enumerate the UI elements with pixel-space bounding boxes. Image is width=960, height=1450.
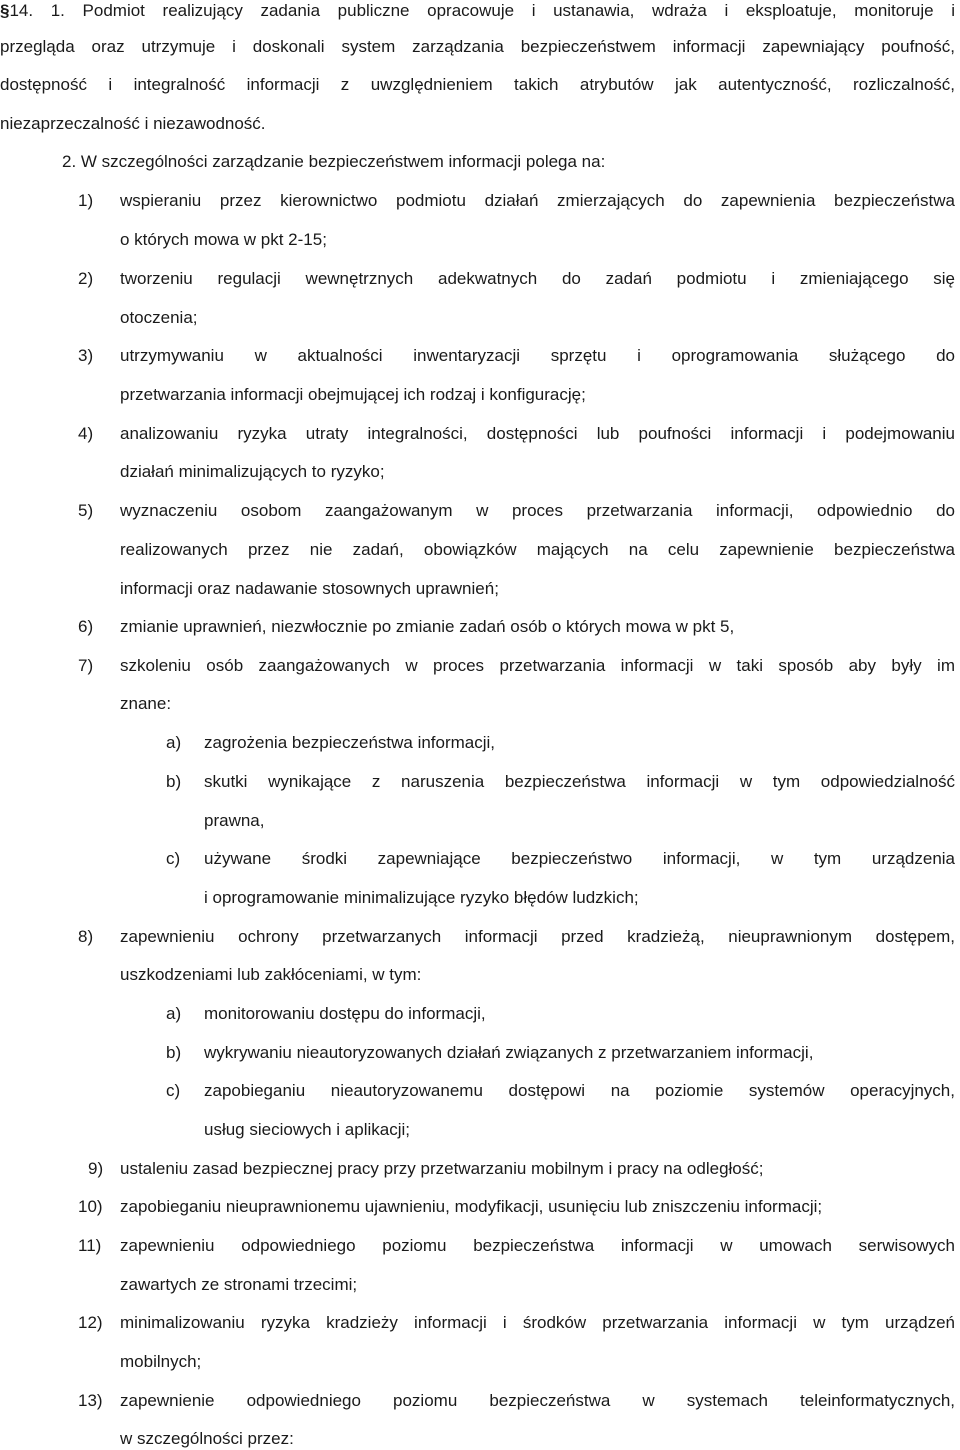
item-7b-line-1: skutki wynikające z naruszenia bezpieczeństwa informacji w tym odpowiedzialność (204, 772, 955, 791)
para-2-intro: 2. W szczególności zarządzanie bezpieczeństwem informacji polega na: (62, 152, 606, 171)
item-8-line-1: zapewnieniu ochrony przetwarzanych informacji przed kradzieżą, nieuprawnionym dostępem, (120, 927, 955, 946)
item-number: 6) (78, 617, 94, 636)
item-number: 12) (78, 1313, 103, 1332)
item-4-line-2: działań minimalizujących to ryzyko; (120, 462, 385, 481)
item-12-line-1: minimalizowaniu ryzyka kradzieży informacji i środków przetwarzania informacji w tym urządzeń (120, 1313, 955, 1332)
item-11-line-1: zapewnieniu odpowiedniego poziomu bezpieczeństwa informacji w umowach serwisowych (120, 1236, 955, 1255)
item-number: 10) (78, 1197, 103, 1216)
item-number: 2) (78, 269, 94, 288)
item-7a-line-1: zagrożenia bezpieczeństwa informacji, (204, 733, 496, 752)
item-number: 13) (78, 1391, 103, 1410)
section-heading-line (0, 0, 955, 22)
para-1-line-1: 14. 1. Podmiot realizujący zadania publiczne opracowuje i ustanawia, wdraża i eksploatuje, monitoruje i (9, 1, 955, 20)
item-13-line-2: w szczególności przez: (120, 1429, 294, 1448)
sub-letter: b) (166, 772, 182, 791)
item-number: 9) (88, 1159, 104, 1178)
item-number: 4) (78, 424, 94, 443)
item-number: 5) (78, 501, 94, 520)
item-13-line-1: zapewnienie odpowiedniego poziomu bezpieczeństwa w systemach teleinformatycznych, (120, 1391, 955, 1410)
item-number: 3) (78, 346, 94, 365)
item-number: 7) (78, 656, 94, 675)
section-sign: § (0, 1, 10, 20)
item-5-line-1: wyznaczeniu osobom zaangażowanym w proces przetwarzania informacji, odpowiednio do (120, 501, 955, 520)
item-7c-line-2: i oprogramowanie minimalizujące ryzyko błędów ludzkich; (204, 888, 639, 907)
item-number: 8) (78, 927, 94, 946)
item-7c-line-1: używane środki zapewniające bezpieczeństwo informacji, w tym urządzenia (204, 849, 955, 868)
item-12-line-2: mobilnych; (120, 1352, 202, 1371)
item-8a-line-1: monitorowaniu dostępu do informacji, (204, 1004, 486, 1023)
sub-letter: a) (166, 1004, 182, 1023)
item-11-line-2: zawartych ze stronami trzecimi; (120, 1275, 358, 1294)
item-number: 1) (78, 191, 94, 210)
item-2-line-2: otoczenia; (120, 308, 198, 327)
sub-letter: b) (166, 1043, 182, 1062)
para-1-line-2: przegląda oraz utrzymuje i doskonali system zarządzania bezpieczeństwem informacji zapewniający poufność, (0, 37, 955, 56)
para-1-line-3: dostępność i integralność informacji z uwzględnieniem takich atrybutów jak autentyczność, rozliczalność, (0, 75, 955, 94)
item-number: 11) (78, 1236, 102, 1255)
sub-letter: c) (166, 849, 181, 868)
item-1-line-1: wspieraniu przez kierownictwo podmiotu działań zmierzających do zapewnienia bezpieczeństwa (120, 191, 955, 210)
item-7-line-2: znane: (120, 694, 172, 713)
item-3-line-2: przetwarzania informacji obejmującej ich rodzaj i konfigurację; (120, 385, 586, 404)
para-1-line-4: niezaprzeczalność i niezawodność. (0, 114, 266, 133)
item-7b-line-2: prawna, (204, 811, 265, 830)
item-9-line-1: ustaleniu zasad bezpiecznej pracy przy przetwarzaniu mobilnym i pracy na odległość; (120, 1159, 764, 1178)
item-10-line-1: zapobieganiu nieuprawnionemu ujawnieniu, modyfikacji, usunięciu lub zniszczeniu informacji; (120, 1197, 823, 1216)
sub-letter: a) (166, 733, 182, 752)
item-1-line-2: o których mowa w pkt 2-15; (120, 230, 327, 249)
item-2-line-1: tworzeniu regulacji wewnętrznych adekwatnych do zadań podmiotu i zmieniającego się (120, 269, 955, 288)
item-8b-line-1: wykrywaniu nieautoryzowanych działań związanych z przetwarzaniem informacji, (204, 1043, 814, 1062)
item-8c-line-1: zapobieganiu nieautoryzowanemu dostępowi na poziomie systemów operacyjnych, (204, 1081, 955, 1100)
item-8c-line-2: usług sieciowych i aplikacji; (204, 1120, 410, 1139)
item-8-line-2: uszkodzeniami lub zakłóceniami, w tym: (120, 965, 422, 984)
item-5-line-3: informacji oraz nadawanie stosownych uprawnień; (120, 579, 499, 598)
item-7-line-1: szkoleniu osób zaangażowanych w proces przetwarzania informacji w taki sposób aby były im (120, 656, 955, 675)
item-3-line-1: utrzymywaniu w aktualności inwentaryzacji sprzętu i oprogramowania służącego do (120, 346, 955, 365)
item-6-line-1: zmianie uprawnień, niezwłocznie po zmianie zadań osób o których mowa w pkt 5, (120, 617, 735, 636)
item-4-line-1: analizowaniu ryzyka utraty integralności, dostępności lub poufności informacji i podejmowaniu (120, 424, 955, 443)
sub-letter: c) (166, 1081, 181, 1100)
item-5-line-2: realizowanych przez nie zadań, obowiązków mających na celu zapewnienie bezpieczeństwa (120, 540, 955, 559)
